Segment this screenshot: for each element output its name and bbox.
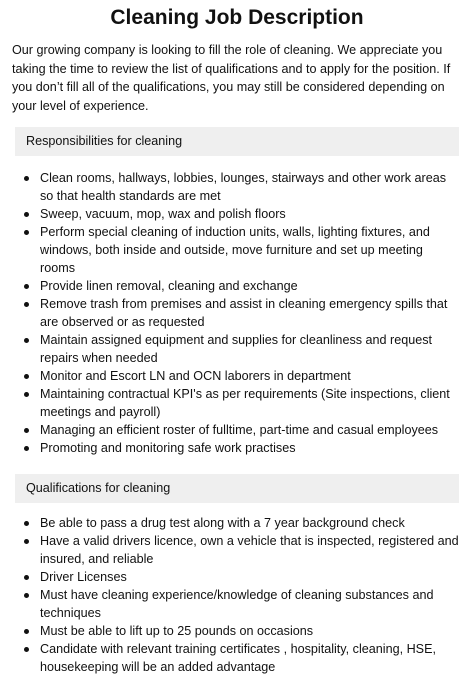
list-item: Have a valid drivers licence, own a vehicle that is inspected, registered and insured, and reliable — [21, 532, 460, 568]
list-item: Sweep, vacuum, mop, wax and polish floors — [21, 205, 460, 223]
responsibilities-header: Responsibilities for cleaning — [15, 127, 459, 156]
list-item: Be able to pass a drug test along with a 7 year background check — [21, 514, 460, 532]
list-item: Provide linen removal, cleaning and exchange — [21, 277, 460, 295]
list-item: Must be able to lift up to 25 pounds on occasions — [21, 622, 460, 640]
list-item: Remove trash from premises and assist in cleaning emergency spills that are observed or as requested — [21, 295, 460, 331]
list-item: Candidate with relevant training certificates , hospitality, cleaning, HSE, housekeeping will be an added advantage — [21, 640, 460, 676]
list-item: Maintaining contractual KPI's as per requirements (Site inspections, client meetings and payroll) — [21, 385, 460, 421]
list-item: Maintain assigned equipment and supplies for cleanliness and request repairs when needed — [21, 331, 460, 367]
list-item: Promoting and monitoring safe work practises — [21, 439, 460, 457]
list-item: Clean rooms, hallways, lobbies, lounges, stairways and other work areas so that health standards are met — [21, 169, 460, 205]
responsibilities-list — [21, 169, 460, 457]
intro-paragraph: Our growing company is looking to fill the role of cleaning. We appreciate you taking the time to review the list of qualifications and to apply for the position. If you don’t fill all of the qualifications, you may still be considered depending on your level of experience. — [12, 43, 451, 113]
qualifications-list — [21, 514, 460, 676]
list-item: Managing an efficient roster of fulltime, part-time and casual employees — [21, 421, 460, 439]
list-item: Driver Licenses — [21, 568, 460, 586]
list-item: Must have cleaning experience/knowledge of cleaning substances and techniques — [21, 586, 460, 622]
list-item: Perform special cleaning of induction units, walls, lighting fixtures, and windows, both inside and outside, move furniture and set up meeting rooms — [21, 223, 460, 277]
page-title: Cleaning Job Description — [110, 6, 364, 29]
list-item: Monitor and Escort LN and OCN laborers in department — [21, 367, 460, 385]
qualifications-header: Qualifications for cleaning — [15, 474, 459, 503]
